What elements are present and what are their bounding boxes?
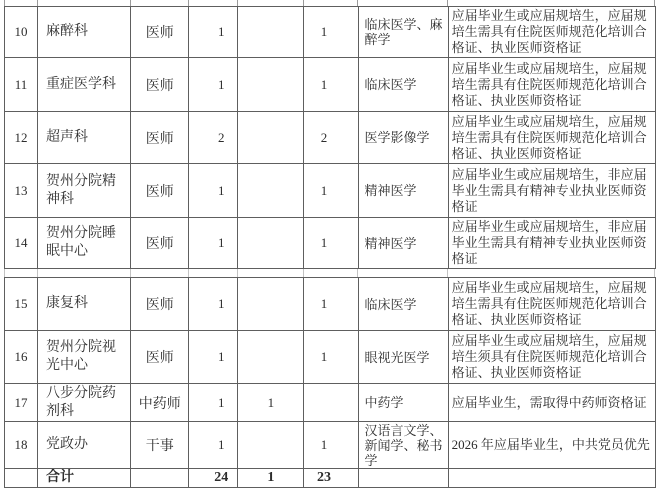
column-border-stub <box>37 0 38 6</box>
table-row <box>5 58 656 112</box>
cell-count-total: 1 <box>189 278 238 331</box>
cell-count-b: 23 <box>304 469 358 488</box>
column-border-stub <box>4 0 5 6</box>
column-border-stub <box>188 0 189 6</box>
cell-count-b: 1 <box>304 58 358 112</box>
cell-count-a <box>238 7 304 58</box>
total-row <box>5 469 656 488</box>
cell-count-a <box>238 331 304 384</box>
column-border-stub <box>303 0 304 6</box>
page-break-gap <box>4 269 655 277</box>
cell-seq-number: 13 <box>5 164 38 218</box>
column-border-stub <box>303 269 304 277</box>
cell-department: 超声科 <box>38 112 131 164</box>
column-border-stub <box>130 0 131 6</box>
cell-department: 八步分院药剂科 <box>38 384 131 422</box>
cell-count-a <box>238 58 304 112</box>
cell-count-b <box>304 384 358 422</box>
column-border-stub <box>237 0 238 6</box>
cell-major: 精神医学 <box>358 218 448 269</box>
cell-seq-number: 18 <box>5 422 38 469</box>
table-row <box>5 7 656 58</box>
column-border-stub <box>237 269 238 277</box>
cell-count-total: 1 <box>189 422 238 469</box>
cell-count-total: 1 <box>189 7 238 58</box>
cell-department: 贺州分院精神科 <box>38 164 131 218</box>
table-row <box>5 218 656 269</box>
position-table-upper <box>4 6 656 269</box>
column-border-stub <box>4 269 5 277</box>
table-row <box>5 384 656 422</box>
cell-requirements: 应届毕业生或应届规培生，应届规培生须具有住院医师规范化培训合格证、执业医师资格证 <box>448 331 655 384</box>
cell-count-b: 1 <box>304 422 358 469</box>
cell-seq-number: 10 <box>5 7 38 58</box>
cell-seq-number: 16 <box>5 331 38 384</box>
column-border-stub <box>37 269 38 277</box>
cell-count-total: 1 <box>189 58 238 112</box>
column-border-stub <box>654 269 655 277</box>
cell-major: 中药学 <box>358 384 448 422</box>
table-row <box>5 112 656 164</box>
cell-count-b: 2 <box>304 112 358 164</box>
cell-major: 医学影像学 <box>358 112 448 164</box>
cell-count-b: 1 <box>304 331 358 384</box>
cell-seq-number: 11 <box>5 58 38 112</box>
cell-seq-number: 14 <box>5 218 38 269</box>
cell-count-b: 1 <box>304 278 358 331</box>
cell-count-a <box>238 278 304 331</box>
column-border-stub <box>188 269 189 277</box>
column-border-stub <box>357 269 358 277</box>
cell-department: 重症医学科 <box>38 58 131 112</box>
top-crop-strip <box>4 0 655 6</box>
cell-count-total: 1 <box>189 331 238 384</box>
table-row <box>5 278 656 331</box>
cell-major: 临床医学 <box>358 58 448 112</box>
cell-requirements: 2026 年应届毕业生，中共党员优先 <box>448 422 655 469</box>
cell-department: 麻醉科 <box>38 7 131 58</box>
cell-count-total: 1 <box>189 164 238 218</box>
cell-position: 医师 <box>131 112 189 164</box>
cell-requirements: 应届毕业生或应届规培生，应届规培生需具有住院医师规范化培训合格证、执业医师资格证 <box>448 58 655 112</box>
column-border-stub <box>130 269 131 277</box>
cell-position: 中药师 <box>131 384 189 422</box>
cell-count-a <box>238 218 304 269</box>
cell-major <box>358 469 448 488</box>
position-table-lower <box>4 277 656 488</box>
cell-requirements: 应届毕业生或应届规培生，非应届毕业生需具有精神专业执业医师资格证 <box>448 164 655 218</box>
column-border-stub <box>357 0 358 6</box>
cell-count-total: 2 <box>189 112 238 164</box>
cell-requirements: 应届毕业生或应届规培生，应届规培生需具有住院医师规范化培训合格证、执业医师资格证 <box>448 278 655 331</box>
column-border-stub <box>447 0 448 6</box>
cell-count-a: 1 <box>238 469 304 488</box>
cell-position: 医师 <box>131 58 189 112</box>
cell-department: 党政办 <box>38 422 131 469</box>
cell-position: 医师 <box>131 7 189 58</box>
cell-position: 医师 <box>131 278 189 331</box>
cell-requirements: 应届毕业生或应届规培生，应届规培生需具有住院医师规范化培训合格证、执业医师资格证 <box>448 7 655 58</box>
column-border-stub <box>654 0 655 6</box>
cell-count-total: 24 <box>189 469 238 488</box>
cell-major: 眼视光医学 <box>358 331 448 384</box>
cell-position: 医师 <box>131 331 189 384</box>
cell-position: 干事 <box>131 422 189 469</box>
cell-department: 康复科 <box>38 278 131 331</box>
cell-position: 医师 <box>131 164 189 218</box>
cell-count-a: 1 <box>238 384 304 422</box>
cell-major: 临床医学 <box>358 278 448 331</box>
cell-requirements <box>448 469 655 488</box>
cell-count-total: 1 <box>189 384 238 422</box>
cell-position <box>131 469 189 488</box>
cell-requirements: 应届毕业生或应届规培生，应届规培生需具有住院医师规范化培训合格证、执业医师资格证 <box>448 112 655 164</box>
cell-seq-number: 17 <box>5 384 38 422</box>
column-border-stub <box>447 269 448 277</box>
cell-count-a <box>238 422 304 469</box>
cell-seq-number: 12 <box>5 112 38 164</box>
cell-count-b: 1 <box>304 164 358 218</box>
cell-department: 贺州分院睡眠中心 <box>38 218 131 269</box>
cell-count-total: 1 <box>189 218 238 269</box>
cell-count-b: 1 <box>304 218 358 269</box>
table-row <box>5 422 656 469</box>
table-row <box>5 331 656 384</box>
cell-count-a <box>238 112 304 164</box>
cell-position: 医师 <box>131 218 189 269</box>
cell-count-b: 1 <box>304 7 358 58</box>
cell-seq-number: 15 <box>5 278 38 331</box>
cell-requirements: 应届毕业生，需取得中药师资格证 <box>448 384 655 422</box>
cell-count-a <box>238 164 304 218</box>
table-sheet <box>4 0 656 488</box>
cell-requirements: 应届毕业生或应届规培生，非应届毕业生需具有精神专业执业医师资格证 <box>448 218 655 269</box>
table-row <box>5 164 656 218</box>
cell-major: 精神医学 <box>358 164 448 218</box>
cell-department: 贺州分院视光中心 <box>38 331 131 384</box>
cell-major: 临床医学、麻醉学 <box>358 7 448 58</box>
cell-major: 汉语言文学、新闻学、秘书学 <box>358 422 448 469</box>
cell-seq-number <box>5 469 38 488</box>
cell-department: 合计 <box>38 469 131 488</box>
